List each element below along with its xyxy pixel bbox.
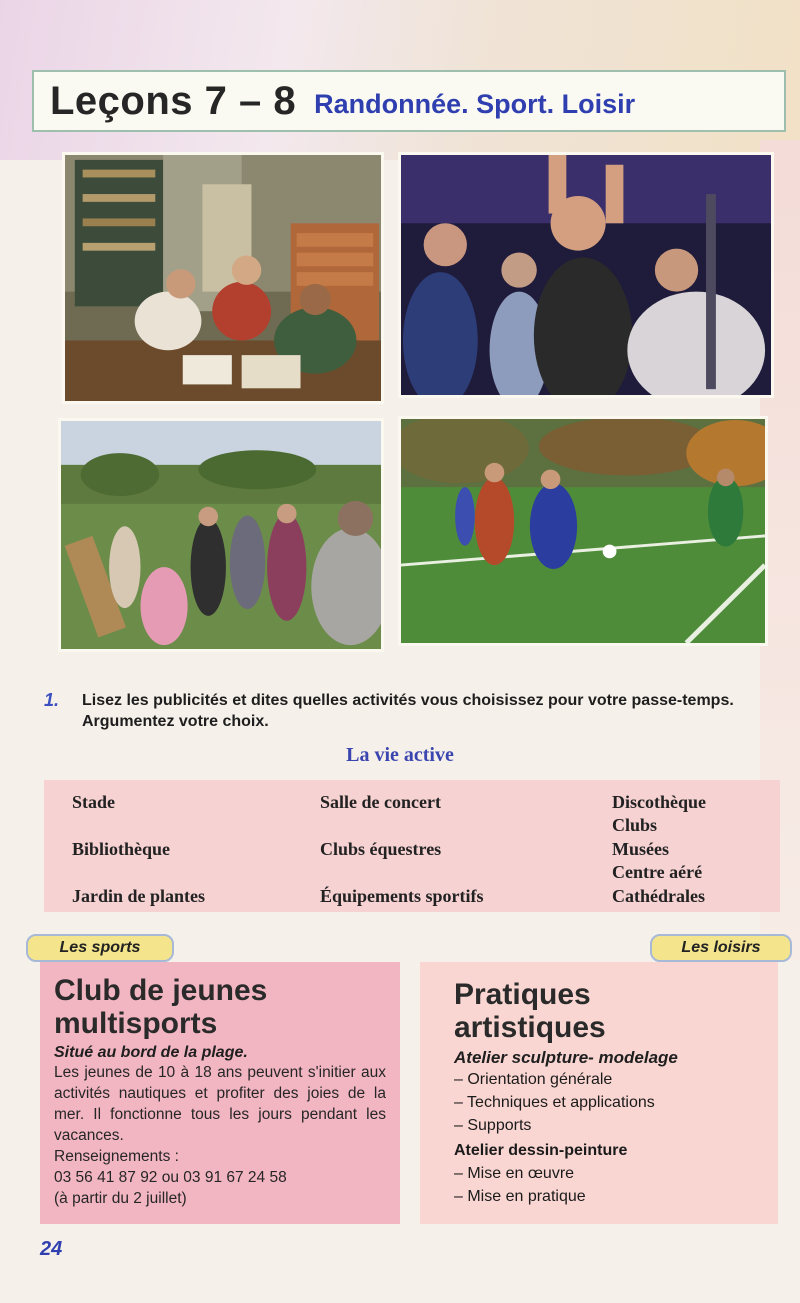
sports-ad-phones: 03 56 41 87 92 ou 03 91 67 24 58 <box>54 1169 287 1186</box>
loisirs-ad-title-line2: artistiques <box>454 1011 606 1044</box>
workshop-sculpture-item: – Techniques et applications <box>454 1094 655 1111</box>
workshop-drawing-item: – Mise en pratique <box>454 1188 586 1205</box>
workshop-drawing-title: Atelier dessin-peinture <box>454 1142 628 1159</box>
workshop-sculpture-item: – Orientation générale <box>454 1071 613 1088</box>
sports-ad-title-line1: Club de jeunes <box>54 974 268 1007</box>
lesson-title: Leçons 7 – 8 <box>50 78 297 123</box>
exercise-instruction: Lisez les publicités et dites quelles activités vous choisissez pour votre passe-temps. Argumentez votre choix. <box>82 692 734 730</box>
outdoor-painting-photo <box>58 418 384 652</box>
activity-item: Discothèque <box>612 792 706 812</box>
football-match-photo <box>398 416 768 646</box>
page-number: 24 <box>40 1238 63 1260</box>
loisirs-ad-card <box>420 962 778 1224</box>
sports-ad-title-line2: multisports <box>54 1007 218 1040</box>
activity-item: Cathédrales <box>612 886 705 906</box>
workshop-sculpture-title: Atelier sculpture- modelage <box>454 1048 678 1067</box>
activity-item: Stade <box>72 792 116 812</box>
loisirs-tag: Les loisirs <box>650 934 792 962</box>
sports-tag: Les sports <box>26 934 174 962</box>
activities-box <box>44 780 780 912</box>
exercise-1 <box>44 690 784 732</box>
exercise-number: 1. <box>44 690 60 710</box>
lesson-subtitle: Randonnée. Sport. Loisir <box>314 88 636 119</box>
sports-ad-date-note: (à partir du 2 juillet) <box>54 1190 187 1207</box>
sports-ad-subtitle: Situé au bord de la plage. <box>54 1044 248 1061</box>
activity-item: Clubs équestres <box>320 839 442 859</box>
sports-ad-info-label: Renseignements : <box>54 1148 179 1165</box>
workshop-drawing-item: – Mise en œuvre <box>454 1165 575 1182</box>
disco-photo <box>398 152 774 398</box>
lesson-title-bar <box>32 70 786 132</box>
activities-title: La vie active <box>346 744 454 766</box>
sports-ad-card <box>40 962 400 1224</box>
activity-item: Équipements sportifs <box>320 886 484 906</box>
loisirs-ad-title-line1: Pratiques <box>454 978 591 1011</box>
activity-item: Bibliothèque <box>72 839 171 859</box>
activity-item: Clubs <box>612 815 658 835</box>
library-photo <box>62 152 384 404</box>
activity-item: Musées <box>612 839 669 859</box>
activity-item: Jardin de plantes <box>72 886 206 906</box>
activity-item: Centre aéré <box>612 862 703 882</box>
sports-ad-body: Les jeunes de 10 à 18 ans peuvent s'initier aux activités nautiques et profiter des joies de la mer. Il fonctionne tous les jours pendant les vacances. <box>54 1064 386 1144</box>
workshop-sculpture-item: – Supports <box>454 1117 532 1134</box>
activity-item: Salle de concert <box>320 792 441 812</box>
